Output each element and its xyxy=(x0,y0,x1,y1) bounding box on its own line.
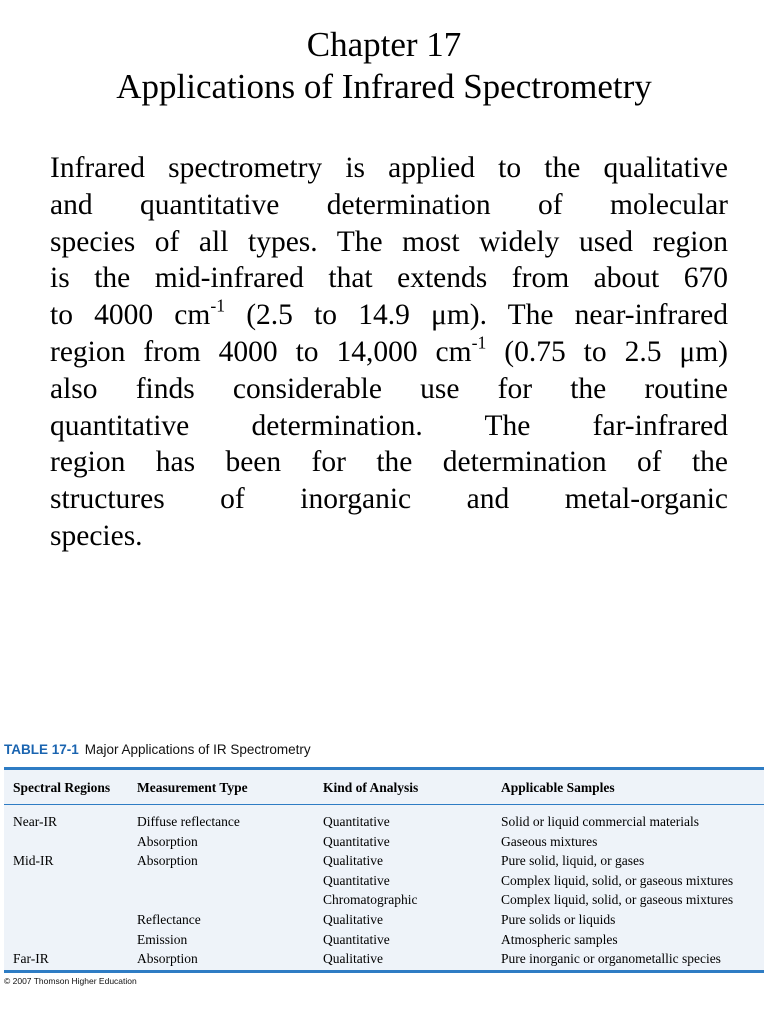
table-header-cell: Measurement Type xyxy=(137,780,248,795)
copyright-footer: © 2007 Thomson Higher Education xyxy=(4,976,137,986)
table-cell: Emission xyxy=(137,931,188,947)
table-cell: Far-IR xyxy=(13,951,49,967)
table-header-cell: Applicable Samples xyxy=(501,780,615,795)
table-cell: Diffuse reflectance xyxy=(137,814,240,829)
superscript: -1 xyxy=(471,332,487,353)
text-run: (2.5 to 14.9 μm). The near-infrared xyxy=(225,299,728,332)
paragraph-line: quantitative determination. The far-infrared xyxy=(50,409,728,442)
table-cell: Quantitative xyxy=(323,814,390,829)
table-cell: Absorption xyxy=(137,951,198,967)
table-cell: Absorption xyxy=(137,853,198,869)
table-cell: Pure solids or liquids xyxy=(501,912,616,927)
table-header-cell: Spectral Regions xyxy=(13,780,111,795)
paragraph-line: species. xyxy=(50,519,143,552)
paragraph-line: is the mid-infrared that extends from about 670 xyxy=(50,262,728,295)
table-header-row xyxy=(4,770,764,805)
table-cell: Quantitative xyxy=(323,931,390,947)
table-header-cell: Kind of Analysis xyxy=(323,780,419,795)
chapter-number: Chapter 17 xyxy=(306,25,462,64)
table-cell: Qualitative xyxy=(323,951,383,967)
table-cell: Pure inorganic or organometallic species xyxy=(501,951,721,967)
table-caption-text: Major Applications of IR Spectrometry xyxy=(84,742,311,757)
table-cell: Gaseous mixtures xyxy=(501,833,598,849)
table-cell: Reflectance xyxy=(137,912,201,927)
slide-title xyxy=(0,24,768,108)
paragraph-line xyxy=(50,334,728,371)
table-cell: Chromatographic xyxy=(323,892,418,908)
table-cell: Qualitative xyxy=(323,912,383,927)
body-paragraph xyxy=(50,150,728,555)
table-cell: Mid-IR xyxy=(13,853,54,869)
table-cell: Quantitative xyxy=(323,833,390,849)
table-cell: Solid or liquid commercial materials xyxy=(501,814,699,829)
paragraph-line: structures of inorganic and metal-organic xyxy=(50,483,728,516)
table-cell: Complex liquid, solid, or gaseous mixtures xyxy=(501,872,734,888)
applications-table xyxy=(4,767,764,973)
table-cell: Complex liquid, solid, or gaseous mixtures xyxy=(501,892,734,908)
paragraph-line: and quantitative determination of molecular xyxy=(50,188,728,221)
table-cell: Quantitative xyxy=(323,872,390,888)
paragraph-line: region has been for the determination of the xyxy=(50,446,728,479)
text-run: (0.75 to 2.5 μm) xyxy=(486,335,728,368)
paragraph-line: Infrared spectrometry is applied to the qualitative xyxy=(50,152,728,184)
table-number: TABLE 17-1 xyxy=(4,742,79,757)
text-run: to 4000 cm xyxy=(50,299,211,332)
paragraph-line xyxy=(50,297,728,334)
table-caption xyxy=(4,742,311,757)
chapter-title: Applications of Infrared Spectrometry xyxy=(116,67,652,106)
table-cell: Pure solid, liquid, or gases xyxy=(501,853,645,869)
paragraph-line: also finds considerable use for the routine xyxy=(50,372,728,405)
superscript: -1 xyxy=(210,295,226,316)
paragraph-line: species of all types. The most widely used region xyxy=(50,225,728,258)
text-run: region from 4000 to 14,000 cm xyxy=(50,335,472,368)
table-cell: Atmospheric samples xyxy=(501,931,618,947)
table-cell: Qualitative xyxy=(323,853,383,869)
table-cell: Near-IR xyxy=(13,814,57,829)
table-cell: Absorption xyxy=(137,833,198,849)
